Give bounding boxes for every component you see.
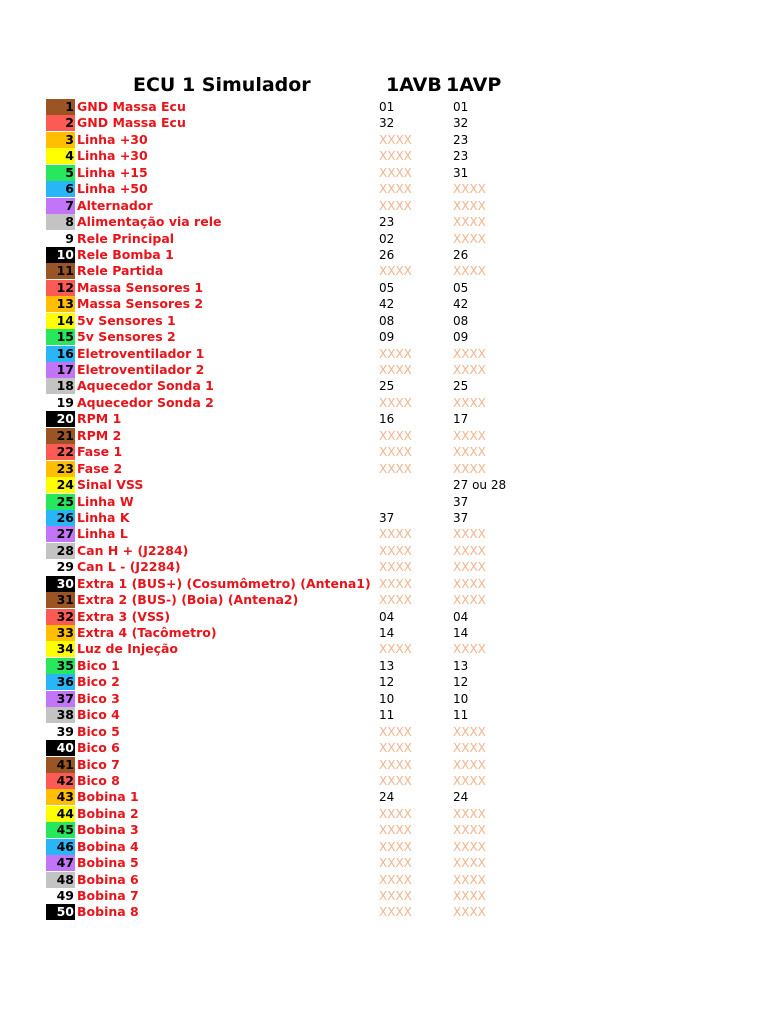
- table-row: [0, 757, 768, 773]
- value-1avb: 42: [379, 297, 395, 312]
- pin-function-label: Bobina 1: [77, 789, 139, 805]
- table-row: [0, 461, 768, 477]
- table-row: [0, 559, 768, 575]
- value-1avp: 10: [453, 691, 469, 706]
- value-1avb: XXXX: [379, 165, 412, 180]
- table-row: [0, 231, 768, 247]
- pin-number-cell: 4: [46, 148, 75, 164]
- pin-function-label: Eletroventilador 1: [77, 345, 205, 361]
- pin-function-label: Extra 1 (BUS+) (Cosumômetro) (Antena1): [77, 575, 371, 591]
- pin-number-cell: 19: [46, 395, 75, 411]
- table-row: [0, 839, 768, 855]
- pin-number-cell: 8: [46, 214, 75, 230]
- table-row: [0, 115, 768, 131]
- value-1avp: 23: [453, 132, 469, 147]
- table-row: [0, 411, 768, 427]
- table-row: [0, 329, 768, 345]
- pin-function-label: Bico 3: [77, 690, 120, 706]
- table-row: [0, 888, 768, 904]
- pin-function-label: Bobina 3: [77, 822, 139, 838]
- pin-function-label: Bico 8: [77, 772, 120, 788]
- page-title: ECU 1 Simulador: [133, 74, 311, 96]
- value-1avb: XXXX: [379, 132, 412, 147]
- value-1avb: 01: [379, 100, 395, 114]
- value-1avb: 10: [379, 691, 395, 706]
- pin-function-label: Aquecedor Sonda 2: [77, 394, 214, 410]
- pin-function-label: Massa Sensores 1: [77, 279, 204, 295]
- pin-function-label: Can H + (J2284): [77, 542, 189, 558]
- pin-function-label: Bobina 4: [77, 838, 139, 854]
- pin-number-cell: 12: [46, 280, 75, 296]
- table-row: [0, 280, 768, 296]
- value-1avb: 11: [379, 708, 395, 723]
- value-1avp: XXXX: [453, 741, 486, 756]
- pin-number-cell: 6: [46, 181, 75, 197]
- value-1avp: XXXX: [453, 724, 486, 739]
- pin-function-label: GND Massa Ecu: [77, 115, 186, 131]
- pin-function-label: Bobina 8: [77, 904, 139, 920]
- pin-number-cell: 44: [46, 806, 75, 822]
- pin-number-cell: 46: [46, 839, 75, 855]
- pin-number-cell: 47: [46, 855, 75, 871]
- pin-number-cell: 17: [46, 362, 75, 378]
- value-1avb: 16: [379, 412, 395, 427]
- value-1avp: 32: [453, 116, 469, 131]
- value-1avb: XXXX: [379, 823, 412, 838]
- value-1avb: 14: [379, 626, 395, 640]
- table-row: [0, 510, 768, 526]
- value-1avp: 37: [453, 510, 469, 525]
- value-1avb: XXXX: [379, 773, 412, 788]
- value-1avp: 14: [453, 626, 469, 640]
- value-1avb: 32: [379, 116, 395, 131]
- value-1avp: XXXX: [453, 823, 486, 838]
- pin-number-cell: 13: [46, 296, 75, 312]
- pin-number-cell: 50: [46, 904, 75, 920]
- table-row: [0, 263, 768, 279]
- pin-number-cell: 7: [46, 198, 75, 214]
- value-1avp: 01: [453, 100, 469, 114]
- pin-function-label: Linha W: [77, 493, 134, 509]
- value-1avp: 11: [453, 708, 469, 723]
- pin-number-cell: 28: [46, 543, 75, 559]
- table-row: [0, 494, 768, 510]
- table-row: [0, 740, 768, 756]
- value-1avp: XXXX: [453, 839, 486, 854]
- pin-number-cell: 42: [46, 773, 75, 789]
- value-1avp: XXXX: [453, 428, 486, 443]
- pin-function-label: Eletroventilador 2: [77, 362, 205, 377]
- pin-function-label: Fase 2: [77, 460, 123, 476]
- pin-number-cell: 16: [46, 346, 75, 362]
- value-1avb: XXXX: [379, 198, 412, 213]
- value-1avp: XXXX: [453, 445, 486, 460]
- value-1avp: XXXX: [453, 856, 486, 871]
- pin-number-cell: 48: [46, 872, 75, 888]
- pin-number-cell: 22: [46, 444, 75, 460]
- table-row: [0, 99, 768, 115]
- pin-number-cell: 45: [46, 822, 75, 838]
- value-1avp: XXXX: [453, 642, 486, 657]
- pin-function-label: Bico 7: [77, 756, 120, 772]
- pin-function-label: RPM 2: [77, 427, 122, 443]
- pin-function-label: Linha +15: [77, 164, 148, 180]
- pin-function-label: Bico 5: [77, 723, 120, 739]
- pin-function-label: Rele Principal: [77, 230, 175, 246]
- value-1avb: XXXX: [379, 182, 412, 197]
- pin-number-cell: 18: [46, 378, 75, 394]
- pin-number-cell: 23: [46, 461, 75, 477]
- value-1avp: XXXX: [453, 264, 486, 279]
- pin-number-cell: 31: [46, 592, 75, 608]
- pin-function-label: Linha +30: [77, 148, 148, 164]
- table-row: [0, 904, 768, 920]
- value-1avb: XXXX: [379, 839, 412, 854]
- value-1avb: XXXX: [379, 264, 412, 279]
- pin-function-label: Extra 4 (Tacômetro): [77, 625, 217, 640]
- pin-number-cell: 14: [46, 313, 75, 329]
- pin-function-label: Aquecedor Sonda 1: [77, 378, 214, 394]
- pin-function-label: Rele Partida: [77, 263, 164, 279]
- pin-function-label: Alimentação via rele: [77, 214, 222, 230]
- value-1avb: XXXX: [379, 889, 412, 903]
- value-1avp: 17: [453, 412, 469, 427]
- value-1avb: XXXX: [379, 642, 412, 657]
- value-1avp: XXXX: [453, 363, 486, 377]
- pin-number-cell: 24: [46, 477, 75, 493]
- pin-function-label: GND Massa Ecu: [77, 99, 186, 114]
- table-row: [0, 526, 768, 542]
- pin-number-cell: 11: [46, 263, 75, 279]
- pin-number-cell: 10: [46, 247, 75, 263]
- header-row: [0, 74, 768, 98]
- value-1avp: XXXX: [453, 593, 486, 608]
- pin-number-cell: 21: [46, 428, 75, 444]
- pin-number-cell: 34: [46, 641, 75, 657]
- table-row: [0, 395, 768, 411]
- table-row: [0, 658, 768, 674]
- value-1avb: 25: [379, 379, 395, 394]
- value-1avb: XXXX: [379, 872, 412, 887]
- pin-number-cell: 49: [46, 888, 75, 904]
- table-row: [0, 872, 768, 888]
- pin-number-cell: 27: [46, 526, 75, 542]
- value-1avb: 05: [379, 280, 395, 295]
- pin-number-cell: 30: [46, 576, 75, 592]
- value-1avp: XXXX: [453, 757, 486, 772]
- value-1avp: 24: [453, 790, 469, 805]
- pin-function-label: Extra 2 (BUS-) (Boia) (Antena2): [77, 592, 299, 608]
- pin-number-cell: 26: [46, 510, 75, 526]
- table-row: [0, 576, 768, 592]
- value-1avb: 04: [379, 609, 395, 624]
- table-row: [0, 674, 768, 690]
- table-row: [0, 806, 768, 822]
- value-1avp: 04: [453, 609, 469, 624]
- value-1avp: XXXX: [453, 215, 486, 230]
- pin-function-label: Can L - (J2284): [77, 559, 181, 575]
- value-1avb: XXXX: [379, 741, 412, 756]
- value-1avp: XXXX: [453, 872, 486, 887]
- value-1avp: 25: [453, 379, 469, 394]
- value-1avb: XXXX: [379, 806, 412, 821]
- value-1avp: XXXX: [453, 461, 486, 476]
- pin-number-cell: 20: [46, 411, 75, 427]
- pin-function-label: Fase 1: [77, 444, 123, 460]
- value-1avp: XXXX: [453, 773, 486, 788]
- pin-function-label: Bico 6: [77, 740, 120, 756]
- value-1avp: XXXX: [453, 182, 486, 197]
- value-1avp: 42: [453, 297, 469, 312]
- value-1avb: XXXX: [379, 856, 412, 871]
- value-1avb: XXXX: [379, 560, 412, 575]
- pin-function-label: Massa Sensores 2: [77, 296, 204, 312]
- pin-number-cell: 3: [46, 132, 75, 148]
- value-1avp: 05: [453, 280, 469, 295]
- pin-function-label: Bobina 6: [77, 871, 139, 887]
- value-1avb: XXXX: [379, 543, 412, 558]
- value-1avp: XXXX: [453, 231, 486, 246]
- pin-table: [0, 99, 768, 921]
- pin-number-cell: 33: [46, 625, 75, 641]
- table-row: [0, 773, 768, 789]
- value-1avb: XXXX: [379, 576, 412, 591]
- value-1avb: 12: [379, 675, 395, 690]
- value-1avp: XXXX: [453, 806, 486, 821]
- pin-function-label: Rele Bomba 1: [77, 246, 174, 262]
- value-1avb: XXXX: [379, 428, 412, 443]
- value-1avp: XXXX: [453, 543, 486, 558]
- pin-function-label: Linha K: [77, 509, 130, 525]
- value-1avb: XXXX: [379, 724, 412, 739]
- value-1avp: XXXX: [453, 889, 486, 903]
- value-1avb: XXXX: [379, 461, 412, 476]
- value-1avb: 23: [379, 215, 395, 230]
- pin-function-label: Bobina 7: [77, 888, 139, 903]
- value-1avp: 12: [453, 675, 469, 690]
- table-row: [0, 214, 768, 230]
- table-row: [0, 247, 768, 263]
- value-1avb: XXXX: [379, 527, 412, 542]
- value-1avp: XXXX: [453, 527, 486, 542]
- table-row: [0, 362, 768, 378]
- value-1avp: XXXX: [453, 346, 486, 361]
- pin-number-cell: 37: [46, 691, 75, 707]
- pin-number-cell: 39: [46, 724, 75, 740]
- value-1avb: XXXX: [379, 905, 412, 920]
- pin-number-cell: 36: [46, 674, 75, 690]
- value-1avb: XXXX: [379, 149, 412, 164]
- table-row: [0, 625, 768, 641]
- value-1avp: XXXX: [453, 905, 486, 920]
- pin-function-label: RPM 1: [77, 411, 122, 427]
- value-1avp: 08: [453, 313, 469, 328]
- value-1avp: XXXX: [453, 560, 486, 575]
- table-row: [0, 592, 768, 608]
- table-row: [0, 165, 768, 181]
- table-row: [0, 609, 768, 625]
- table-row: [0, 691, 768, 707]
- value-1avp: 23: [453, 149, 469, 164]
- value-1avp: XXXX: [453, 576, 486, 591]
- pin-function-label: Bico 2: [77, 674, 120, 690]
- column-header-1avb: 1AVB: [386, 74, 442, 96]
- value-1avb: 08: [379, 313, 395, 328]
- pin-number-cell: 29: [46, 559, 75, 575]
- value-1avb: 09: [379, 330, 395, 345]
- pin-function-label: Bobina 2: [77, 805, 139, 821]
- value-1avb: XXXX: [379, 593, 412, 608]
- value-1avb: XXXX: [379, 757, 412, 772]
- pin-function-label: Linha L: [77, 526, 128, 542]
- table-row: [0, 822, 768, 838]
- pin-number-cell: 25: [46, 494, 75, 510]
- table-row: [0, 543, 768, 559]
- table-row: [0, 198, 768, 214]
- pin-number-cell: 38: [46, 707, 75, 723]
- pin-function-label: Luz de Injeção: [77, 641, 179, 657]
- table-row: [0, 789, 768, 805]
- value-1avb: XXXX: [379, 346, 412, 361]
- value-1avp: 09: [453, 330, 469, 345]
- table-row: [0, 477, 768, 493]
- pin-number-cell: 1: [46, 99, 75, 115]
- value-1avp: 31: [453, 165, 469, 180]
- table-row: [0, 346, 768, 362]
- pin-number-cell: 15: [46, 329, 75, 345]
- pin-function-label: Bico 1: [77, 657, 120, 673]
- pin-number-cell: 2: [46, 115, 75, 131]
- table-row: [0, 428, 768, 444]
- pin-number-cell: 9: [46, 231, 75, 247]
- value-1avb: XXXX: [379, 445, 412, 460]
- table-row: [0, 444, 768, 460]
- table-row: [0, 707, 768, 723]
- pin-function-label: 5v Sensores 1: [77, 312, 176, 328]
- pin-function-label: Alternador: [77, 197, 153, 213]
- table-row: [0, 855, 768, 871]
- value-1avp: XXXX: [453, 395, 486, 410]
- table-row: [0, 313, 768, 329]
- value-1avp: 26: [453, 247, 469, 262]
- column-header-1avp: 1AVP: [446, 74, 502, 96]
- table-row: [0, 181, 768, 197]
- value-1avb: XXXX: [379, 363, 412, 377]
- pin-function-label: Extra 3 (VSS): [77, 608, 171, 624]
- value-1avb: XXXX: [379, 395, 412, 410]
- value-1avb: 26: [379, 247, 395, 262]
- value-1avb: 37: [379, 510, 395, 525]
- table-row: [0, 148, 768, 164]
- pin-function-label: Linha +50: [77, 181, 148, 197]
- pin-function-label: Bobina 5: [77, 855, 139, 871]
- table-row: [0, 641, 768, 657]
- value-1avb: 02: [379, 231, 395, 246]
- pin-number-cell: 35: [46, 658, 75, 674]
- value-1avp: 27 ou 28: [453, 478, 507, 493]
- pin-function-label: Linha +30: [77, 131, 148, 147]
- table-row: [0, 724, 768, 740]
- pin-number-cell: 41: [46, 757, 75, 773]
- table-row: [0, 296, 768, 312]
- pin-number-cell: 43: [46, 789, 75, 805]
- pin-number-cell: 32: [46, 609, 75, 625]
- pin-number-cell: 5: [46, 165, 75, 181]
- pin-function-label: Sinal VSS: [77, 477, 144, 493]
- value-1avp: 37: [453, 494, 469, 509]
- table-row: [0, 132, 768, 148]
- value-1avp: XXXX: [453, 198, 486, 213]
- value-1avb: 13: [379, 658, 395, 673]
- pin-function-label: Bico 4: [77, 707, 120, 723]
- value-1avp: 13: [453, 658, 469, 673]
- value-1avb: 24: [379, 790, 395, 805]
- table-row: [0, 378, 768, 394]
- pin-function-label: 5v Sensores 2: [77, 329, 176, 345]
- pin-number-cell: 40: [46, 740, 75, 756]
